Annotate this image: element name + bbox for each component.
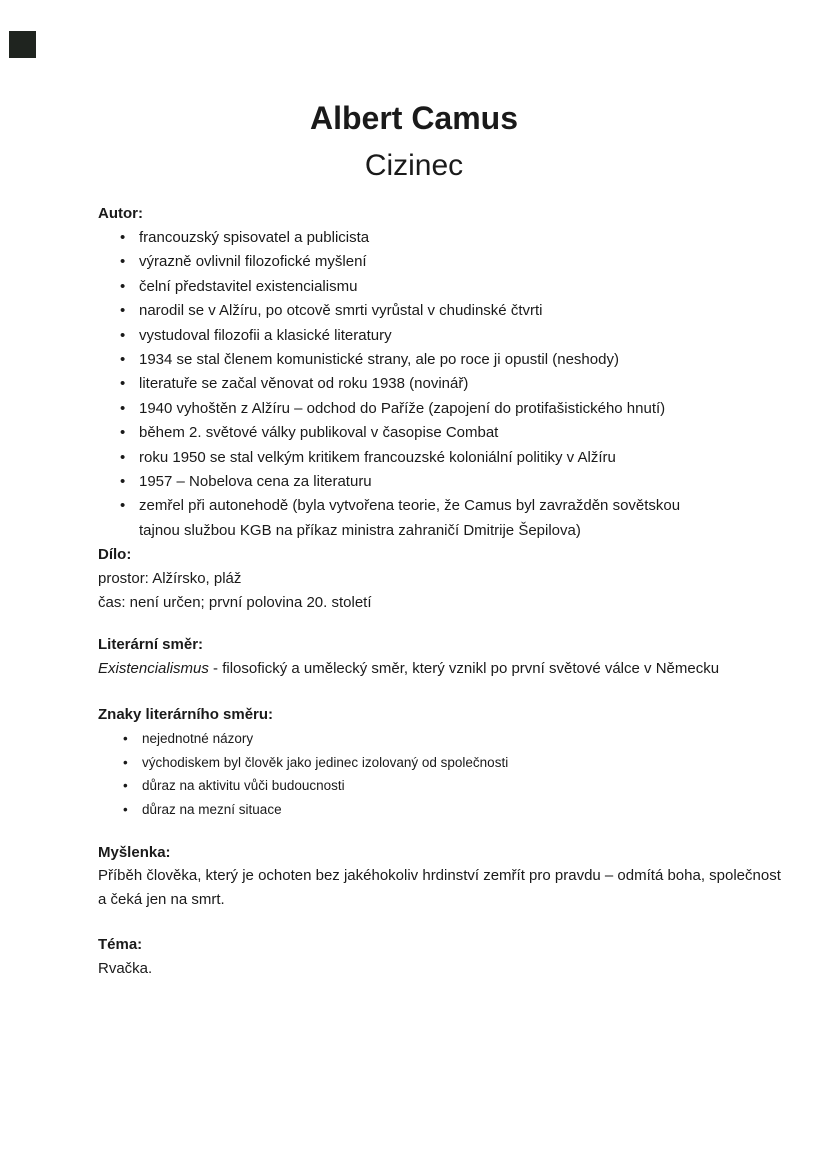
- list-item: • 1957 – Nobelova cena za literaturu: [98, 470, 725, 494]
- work-line-time: čas: není určen; první polovina 20. století: [98, 594, 372, 612]
- list-item: • důraz na mezní situace: [98, 798, 508, 822]
- section-heading-theme: Téma:: [98, 936, 143, 953]
- idea-text: Příběh člověka, který je ochoten bez jakéhokoliv hrdinství zemřít pro pravdu – odmítá boha, společnost a čeká jen na smrt.: [98, 867, 781, 909]
- list-item: • čelní představitel existencialismu: [98, 275, 725, 299]
- section-heading-work: Dílo:: [98, 546, 132, 563]
- list-item: • východiskem byl člověk jako jedinec izolovaný od společnosti: [98, 751, 508, 775]
- work-lines: [98, 567, 372, 616]
- list-item: • narodil se v Alžíru, po otcově smrti vyrůstal v chudinské čtvrti: [98, 299, 725, 323]
- work-line-setting: prostor: Alžírsko, pláž: [98, 570, 242, 587]
- list-item: • francouzský spisovatel a publicista: [98, 226, 725, 250]
- list-item: • vystudoval filozofii a klasické literatury: [98, 324, 725, 348]
- list-item: • roku 1950 se stal velkým kritikem francouzské koloniální politiky v Alžíru: [98, 446, 725, 470]
- page-subtitle: Cizinec: [364, 149, 464, 182]
- section-heading-idea: Myšlenka:: [98, 844, 171, 861]
- theme-text: Rvačka.: [98, 960, 153, 977]
- section-heading-literary-movement: Literární směr:: [98, 636, 204, 653]
- corner-mark: [9, 31, 36, 58]
- movement-features-bullet-list: [98, 727, 508, 821]
- author-bullet-list: [98, 226, 725, 543]
- list-item: • výrazně ovlivnil filozofické myšlení: [98, 250, 725, 274]
- section-heading-movement-features: Znaky literárního směru:: [98, 706, 274, 723]
- literary-movement-definition-text: - filosofický a umělecký směr, který vznikl po první světové válce v Německu: [208, 660, 720, 677]
- literary-movement-definition: [98, 657, 818, 681]
- literary-movement-term: Existencialismus: [98, 660, 209, 677]
- list-item: • během 2. světové války publikoval v časopise Combat: [98, 421, 725, 445]
- list-item: • zemřel při autonehodě (byla vytvořena teorie, že Camus byl zavražděn sovětskou tajnou službou KGB na příkaz ministra zahraničí Dmitrije Šepilova): [98, 494, 725, 543]
- list-item: • 1934 se stal členem komunistické strany, ale po roce ji opustil (neshody): [98, 348, 725, 372]
- list-item: • nejednotné názory: [98, 727, 508, 751]
- page-title: Albert Camus: [309, 100, 519, 136]
- list-item: • literatuře se začal věnovat od roku 1938 (novinář): [98, 372, 725, 396]
- list-item: • důraz na aktivitu vůči budoucnosti: [98, 774, 508, 798]
- list-item: • 1940 vyhoštěn z Alžíru – odchod do Paříže (zapojení do protifašistického hnutí): [98, 397, 725, 421]
- section-heading-author: Autor:: [98, 205, 143, 222]
